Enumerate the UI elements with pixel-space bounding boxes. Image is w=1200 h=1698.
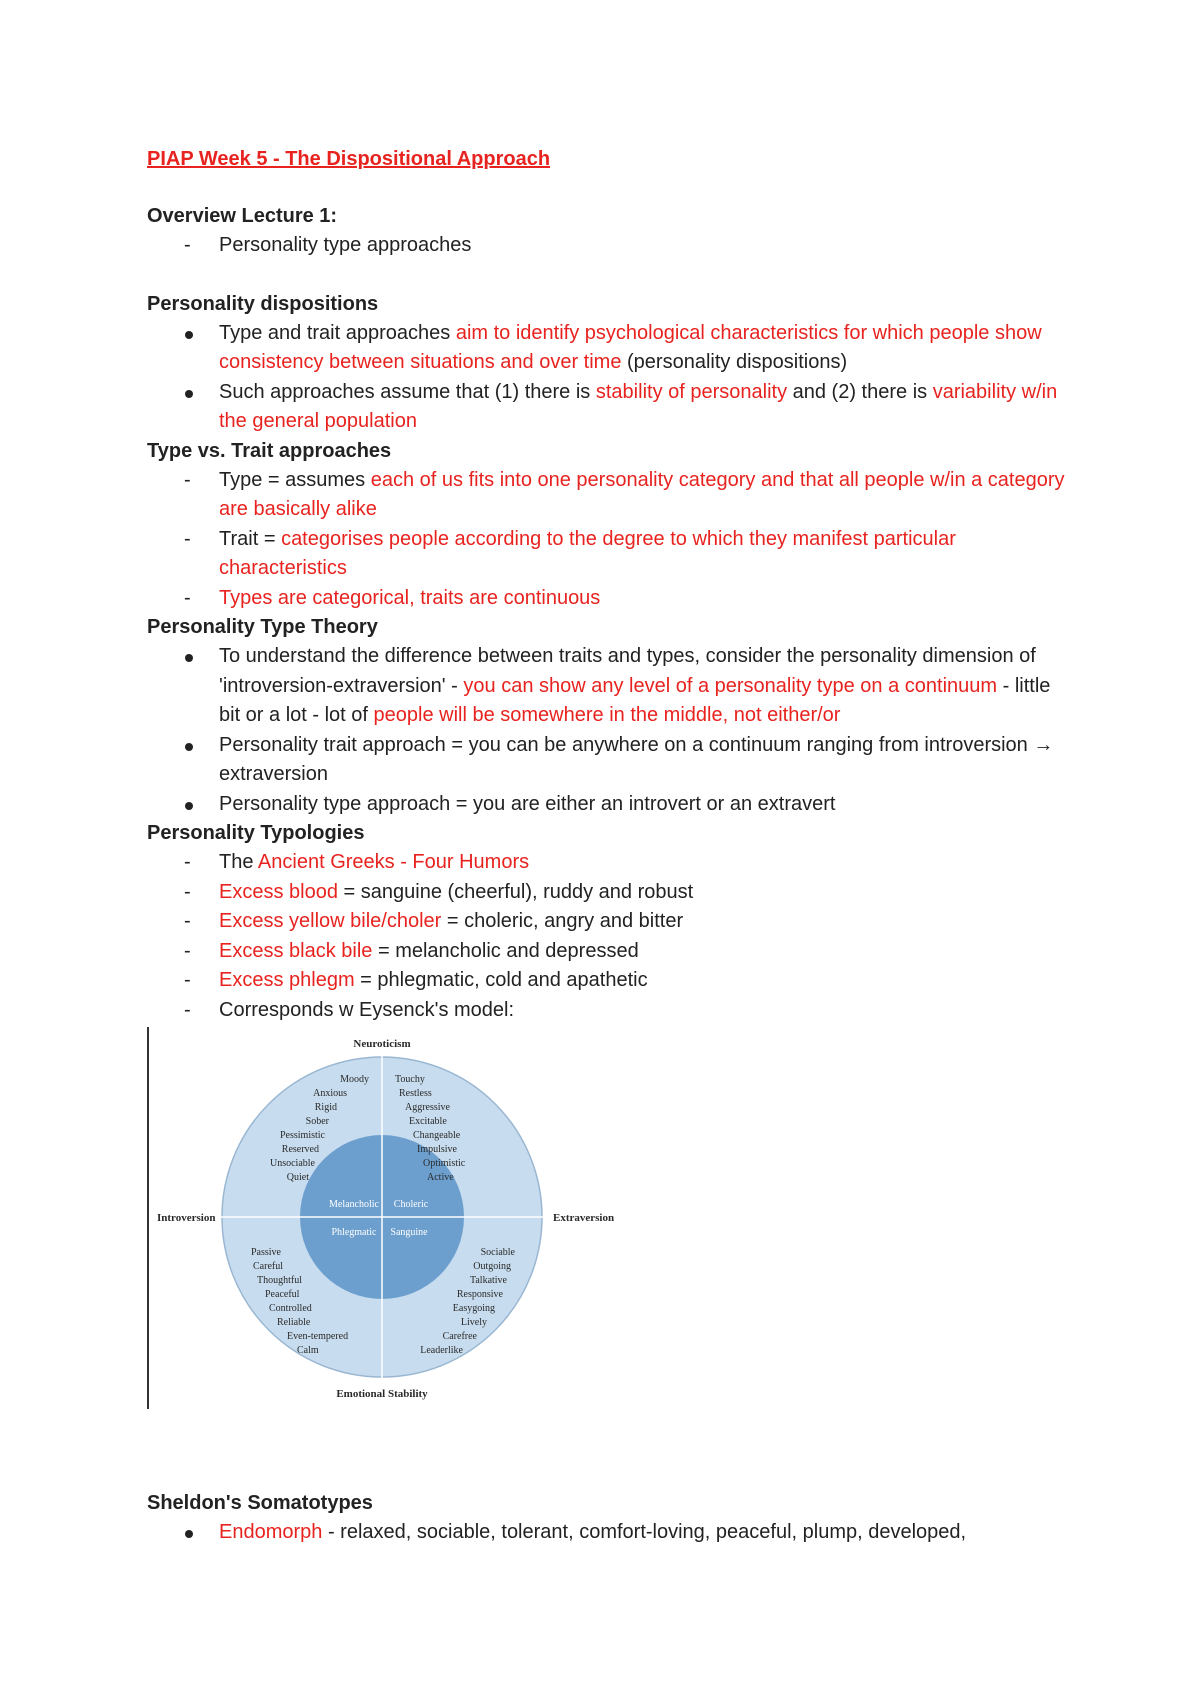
trait-label: Excitable: [409, 1116, 447, 1127]
text: = sanguine (cheerful), ruddy and robust: [337, 880, 694, 903]
inner-label-melancholic: Melancholic: [329, 1199, 379, 1210]
trait-label: Calm: [297, 1345, 319, 1356]
text: = phlegmatic, cold and apathetic: [354, 969, 648, 991]
highlight-text: aim to identify psychological characteristics for which people show consistency between situations and over time: [219, 321, 1042, 373]
type-vs-trait-heading: Type vs. Trait approaches: [147, 439, 392, 462]
trait-label: Thoughtful: [257, 1275, 302, 1286]
list-item: [147, 937, 1067, 967]
trait-label: Active: [427, 1172, 454, 1183]
trait-label: Optimistic: [423, 1158, 466, 1169]
trait-label: Anxious: [313, 1088, 347, 1099]
highlight-text: Excess yellow bile/choler: [219, 910, 442, 932]
inner-label-phlegmatic: Phlegmatic: [331, 1227, 377, 1238]
text: = choleric, angry and bitter: [441, 910, 684, 932]
axis-label-top: Neuroticism: [353, 1038, 411, 1050]
highlight-text: Excess black bile: [219, 939, 373, 962]
trait-label: Changeable: [413, 1130, 461, 1141]
type-theory-heading: Personality Type Theory: [147, 616, 378, 638]
list-item: [147, 966, 1067, 996]
document-title: PIAP Week 5 - The Dispositional Approach: [147, 148, 551, 170]
trait-label: Pessimistic: [279, 1130, 325, 1141]
trait-label: Easygoing: [452, 1303, 495, 1314]
trait-label: Careful: [253, 1261, 283, 1272]
type-vs-trait-list: [147, 466, 1067, 614]
eysenck-diagram: [147, 1027, 627, 1417]
highlight-text: Excess phlegm: [219, 969, 355, 991]
type-theory-list: [147, 642, 1067, 819]
trait-label: Quiet: [286, 1172, 309, 1183]
trait-label: Restless: [399, 1088, 432, 1099]
highlight-text: categorises people according to the degree to which they manifest particular characteristics: [219, 527, 956, 579]
list-item: Personality type approach = you are either an introvert or an extravert: [147, 790, 1067, 820]
text: = melancholic and depressed: [372, 939, 639, 962]
trait-label: Moody: [340, 1074, 369, 1085]
highlight-text: stability of personality: [595, 380, 788, 403]
inner-label-choleric: Choleric: [393, 1199, 429, 1210]
text: To understand the difference between traits and types, consider the personality dimension of 'introversion-extraversion' -: [219, 645, 1036, 697]
trait-label: Sociable: [480, 1247, 515, 1258]
highlight-text: Types are categorical, traits are continuous: [219, 586, 601, 609]
list-item: - Personality type approaches: [147, 231, 1067, 261]
list-item: [147, 907, 1067, 937]
text: Type = assumes: [219, 468, 371, 491]
dispositions-list: [147, 319, 1067, 437]
list-item: Personality trait approach = you can be anywhere on a continuum ranging from introversion → extraversion: [147, 731, 1067, 790]
list-item: [147, 878, 1067, 908]
trait-label: Reliable: [277, 1317, 311, 1328]
trait-label: Talkative: [469, 1275, 507, 1286]
document-page: [147, 145, 1067, 1548]
list-item: [147, 1518, 1067, 1548]
text: - little bit or a lot - lot of: [219, 674, 1051, 726]
list-item: [147, 525, 1067, 584]
trait-label: Responsive: [456, 1289, 503, 1300]
list-item: [147, 319, 1067, 378]
highlight-text: Ancient Greeks - Four Humors: [257, 851, 530, 873]
list-item: [147, 466, 1067, 525]
trait-label: Outgoing: [473, 1261, 511, 1272]
text: Such approaches assume that (1) there is: [219, 380, 596, 403]
text: and (2) there is: [787, 380, 933, 403]
list-item: [147, 584, 1067, 614]
inner-label-sanguine: Sanguine: [390, 1227, 428, 1238]
somatotypes-list: [147, 1518, 1067, 1548]
typologies-list: [147, 848, 1067, 1025]
trait-label: Rigid: [314, 1102, 337, 1113]
trait-label: Even-tempered: [287, 1331, 349, 1342]
trait-label: Leaderlike: [420, 1345, 463, 1356]
highlight-text: you can show any level of a personality type on a continuum: [463, 674, 998, 697]
highlight-text: people will be somewhere in the middle, not either/or: [373, 704, 841, 726]
trait-label: Passive: [251, 1247, 281, 1258]
text: Type and trait approaches: [219, 321, 456, 344]
dispositions-heading: Personality dispositions: [147, 292, 379, 315]
trait-label: Controlled: [269, 1303, 312, 1314]
list-item: - Corresponds w Eysenck's model:: [147, 996, 1067, 1026]
list-item: [147, 378, 1067, 437]
trait-label: Reserved: [281, 1144, 319, 1155]
highlight-text: Excess blood: [219, 880, 338, 903]
eysenck-diagram-figure: [147, 1027, 627, 1417]
trait-label: Sober: [305, 1116, 329, 1127]
axis-label-left: Introversion: [157, 1212, 216, 1224]
trait-label: Touchy: [395, 1074, 425, 1085]
overview-heading: Overview Lecture 1:: [147, 205, 338, 227]
somatotypes-heading: Sheldon's Somatotypes: [147, 1492, 373, 1514]
trait-label: Peaceful: [265, 1289, 300, 1300]
list-item: [147, 848, 1067, 878]
trait-label: Aggressive: [405, 1102, 450, 1113]
axis-label-bottom: Emotional Stability: [336, 1388, 428, 1400]
trait-label: Carefree: [442, 1331, 477, 1342]
trait-label: Lively: [460, 1317, 487, 1328]
text: - relaxed, sociable, tolerant, comfort-loving, peaceful, plump, developed,: [322, 1521, 967, 1543]
text: (personality dispositions): [621, 351, 848, 373]
highlight-text: Endomorph: [219, 1521, 323, 1543]
highlight-text: each of us fits into one personality category and that all people w/in a category are basically alike: [219, 468, 1065, 520]
overview-list: [147, 231, 1067, 261]
text: The: [219, 851, 258, 873]
text: Trait =: [219, 527, 282, 550]
highlight-text: variability w/in the general population: [219, 380, 1058, 432]
trait-label: Unsociable: [270, 1158, 315, 1169]
trait-label: Impulsive: [417, 1144, 457, 1155]
list-item: [147, 642, 1067, 731]
typologies-heading: Personality Typologies: [147, 822, 365, 844]
axis-label-right: Extraversion: [553, 1212, 615, 1224]
